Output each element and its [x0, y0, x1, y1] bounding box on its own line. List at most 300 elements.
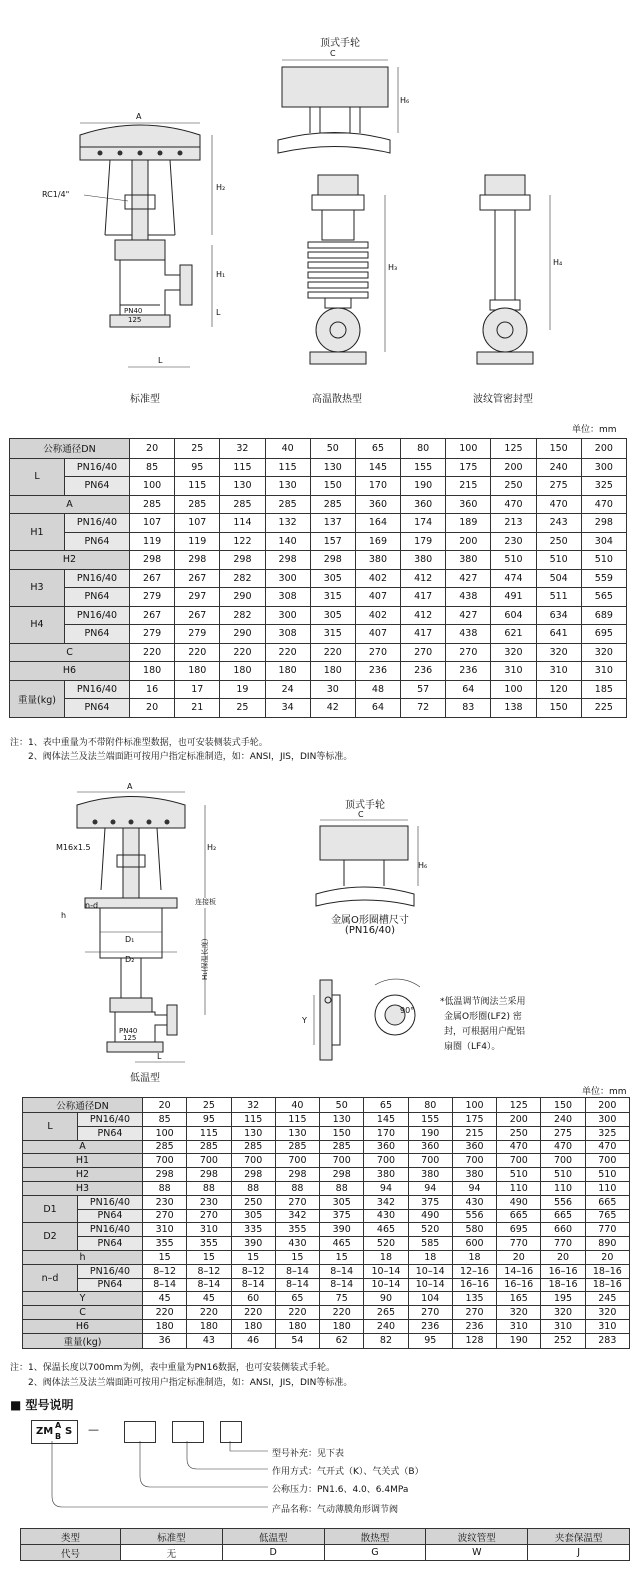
table-cell: 94 — [452, 1181, 496, 1195]
table-cell: 48 — [355, 680, 400, 699]
row-subname: PN64 — [65, 699, 130, 718]
table-cell: 115 — [187, 1126, 231, 1140]
table-cell: 310 — [581, 662, 626, 681]
table-cell: 375 — [320, 1209, 364, 1223]
table-cell: 700 — [231, 1154, 275, 1168]
table-cell: 220 — [220, 643, 265, 662]
table-row — [10, 588, 627, 607]
table-row — [23, 1113, 630, 1127]
code-slot-2 — [172, 1421, 204, 1443]
table-cell: 285 — [220, 495, 265, 514]
table-cell: 114 — [220, 514, 265, 533]
table-cell: 282 — [220, 606, 265, 625]
header-dn: 100 — [452, 1098, 496, 1113]
table-cell: 665 — [541, 1209, 585, 1223]
type-c-2: D — [222, 1545, 324, 1561]
table-row — [10, 569, 627, 588]
table-cell: 175 — [452, 1113, 496, 1127]
table-cell: 215 — [452, 1126, 496, 1140]
table-cell: 504 — [536, 569, 581, 588]
table-row — [10, 680, 627, 699]
table-cell: 138 — [491, 699, 536, 718]
table-cell: 18–16 — [585, 1264, 629, 1278]
table-cell: 18–16 — [585, 1278, 629, 1292]
header-dn: 200 — [585, 1098, 629, 1113]
table-cell: 297 — [175, 588, 220, 607]
table-cell: 220 — [130, 643, 175, 662]
header-dn: 40 — [275, 1098, 319, 1113]
note-2-1: 注：1、保温长度以700mm为例，表中重量为PN16数据，也可安装侧装式手轮。 — [10, 1363, 336, 1373]
table-cell: 438 — [446, 588, 491, 607]
side-note-4: 扇圈（LF4）。 — [444, 1042, 501, 1052]
table-cell: 157 — [310, 532, 355, 551]
row-name: H1 — [23, 1154, 143, 1168]
table-cell: 230 — [187, 1195, 231, 1209]
table-cell: 360 — [446, 495, 491, 514]
table-cell: 890 — [585, 1237, 629, 1251]
table-cell: 700 — [320, 1154, 364, 1168]
caption-low-temp: 低温型 — [130, 1073, 160, 1084]
type-h-2: 低温型 — [222, 1529, 324, 1545]
table-cell: 320 — [581, 643, 626, 662]
table-cell: 510 — [541, 1168, 585, 1182]
table-cell: 8–14 — [187, 1278, 231, 1292]
row-name: L — [23, 1113, 78, 1141]
table-cell: 695 — [581, 625, 626, 644]
table-cell: 15 — [143, 1250, 187, 1264]
table-cell: 585 — [408, 1237, 452, 1251]
row-name: A — [23, 1140, 143, 1154]
table-cell: 310 — [497, 1319, 541, 1333]
row-name: A — [10, 495, 130, 514]
row-subname: PN64 — [65, 588, 130, 607]
table-row — [23, 1292, 630, 1306]
table-cell: 600 — [452, 1237, 496, 1251]
table-cell: 310 — [491, 662, 536, 681]
table-cell: 665 — [585, 1195, 629, 1209]
table-cell: 417 — [401, 588, 446, 607]
side-note-2: 金属O形圈(LF2) 密 — [444, 1012, 522, 1022]
dim-h2-2: H₂ — [207, 843, 217, 852]
table-row — [10, 551, 627, 570]
table-cell: 380 — [355, 551, 400, 570]
table-cell: 310 — [187, 1223, 231, 1237]
type-h-3: 散热型 — [324, 1529, 426, 1545]
table-cell: 700 — [275, 1154, 319, 1168]
code-slot-3 — [220, 1421, 242, 1443]
table-cell: 634 — [536, 606, 581, 625]
table-row — [23, 1126, 630, 1140]
table-cell: 150 — [536, 699, 581, 718]
table-cell: 236 — [401, 662, 446, 681]
table-cell: 700 — [364, 1154, 408, 1168]
table-cell: 30 — [310, 680, 355, 699]
table-cell: 180 — [220, 662, 265, 681]
table-cell: 220 — [143, 1306, 187, 1320]
table-cell: 155 — [408, 1113, 452, 1127]
table-cell: 510 — [536, 551, 581, 570]
table-cell: 298 — [310, 551, 355, 570]
table-cell: 115 — [220, 458, 265, 477]
table-cell: 315 — [310, 588, 355, 607]
caption-bellows: 波纹管密封型 — [473, 394, 533, 405]
table-cell: 360 — [401, 495, 446, 514]
table-cell: 700 — [585, 1154, 629, 1168]
header-dn: 50 — [310, 439, 355, 459]
table-cell: 407 — [355, 625, 400, 644]
table-cell: 8–14 — [275, 1264, 319, 1278]
header-dn: 100 — [446, 439, 491, 459]
dim-l-v: L — [216, 308, 221, 317]
table-cell: 355 — [143, 1237, 187, 1251]
row-subname: PN16/40 — [65, 458, 130, 477]
dimension-table-2 — [22, 1097, 630, 1349]
table-cell: 407 — [355, 588, 400, 607]
header-dn: 40 — [265, 439, 310, 459]
table-cell: 14–16 — [497, 1264, 541, 1278]
type-h-4: 波纹管型 — [426, 1529, 528, 1545]
row-name: D2 — [23, 1223, 78, 1251]
table-cell: 267 — [175, 606, 220, 625]
table-cell: 465 — [364, 1223, 408, 1237]
table-row — [10, 458, 627, 477]
table-cell: 355 — [275, 1223, 319, 1237]
table-cell: 16–16 — [541, 1264, 585, 1278]
table-cell: 85 — [143, 1113, 187, 1127]
table-cell: 240 — [536, 458, 581, 477]
table-row — [23, 1168, 630, 1182]
table-cell: 200 — [497, 1113, 541, 1127]
table-cell: 298 — [320, 1168, 364, 1182]
table-cell: 270 — [452, 1306, 496, 1320]
table-cell: 360 — [408, 1140, 452, 1154]
table-cell: 298 — [275, 1168, 319, 1182]
table-cell: 16 — [130, 680, 175, 699]
header-dn: 25 — [175, 439, 220, 459]
dim-c-2: C — [358, 810, 364, 819]
table-cell: 240 — [364, 1319, 408, 1333]
table-cell: 130 — [231, 1126, 275, 1140]
table-cell: 110 — [585, 1181, 629, 1195]
table-cell: 45 — [187, 1292, 231, 1306]
table-cell: 230 — [143, 1195, 187, 1209]
table-cell: 279 — [130, 588, 175, 607]
row-name: L — [10, 458, 65, 495]
table-cell: 275 — [536, 477, 581, 496]
row-name: H3 — [10, 569, 65, 606]
table-cell: 200 — [491, 458, 536, 477]
table-cell: 290 — [220, 625, 265, 644]
table-cell: 265 — [364, 1306, 408, 1320]
table-cell: 155 — [401, 458, 446, 477]
table-cell: 310 — [541, 1319, 585, 1333]
table-cell: 700 — [187, 1154, 231, 1168]
table-row — [23, 1333, 630, 1348]
unit-label-1: 单位：mm — [572, 425, 617, 435]
caption-high-temp: 高温散热型 — [312, 394, 362, 405]
table-cell: 115 — [275, 1113, 319, 1127]
table-cell: 300 — [265, 569, 310, 588]
table-cell: 220 — [275, 1306, 319, 1320]
table-cell: 17 — [175, 680, 220, 699]
table-cell: 285 — [175, 495, 220, 514]
table-cell: 236 — [355, 662, 400, 681]
table-cell: 115 — [175, 477, 220, 496]
table-cell: 250 — [231, 1195, 275, 1209]
code-b: B — [55, 1432, 62, 1441]
note-1-1: 注：1、表中重量为不带附件标准型数据，也可安装侧装式手轮。 — [10, 738, 268, 748]
table-cell: 360 — [355, 495, 400, 514]
type-c-0: 代号 — [21, 1545, 121, 1561]
note-1-2: 2、阀体法兰及法兰端面距可按用户指定标准制造，如：ANSI，JIS，DIN等标准。 — [28, 752, 353, 762]
row-name: H6 — [10, 662, 130, 681]
dimension-table-1 — [9, 438, 627, 718]
table-cell: 64 — [446, 680, 491, 699]
row-name: 重量(kg) — [23, 1333, 143, 1348]
table-cell: 65 — [275, 1292, 319, 1306]
table-cell: 21 — [175, 699, 220, 718]
drawing-standard-valve — [40, 105, 240, 395]
table-cell: 88 — [143, 1181, 187, 1195]
table-cell: 360 — [452, 1140, 496, 1154]
table-cell: 342 — [275, 1209, 319, 1223]
table-cell: 304 — [581, 532, 626, 551]
dim-d1: D₁ — [125, 935, 135, 944]
table-cell: 285 — [275, 1140, 319, 1154]
code-a: A — [55, 1421, 62, 1430]
table-cell: 145 — [364, 1113, 408, 1127]
header-dn: 32 — [220, 439, 265, 459]
row-subname: PN64 — [65, 625, 130, 644]
table-cell: 320 — [497, 1306, 541, 1320]
table-cell: 402 — [355, 606, 400, 625]
table-row — [23, 1181, 630, 1195]
table-cell: 180 — [231, 1319, 275, 1333]
row-name: D1 — [23, 1195, 78, 1223]
oring-pn: (PN16/40) — [344, 925, 396, 936]
table-cell: 25 — [220, 699, 265, 718]
table-row — [10, 532, 627, 551]
header-label: 公称通径DN — [23, 1098, 143, 1113]
table-cell: 305 — [231, 1209, 275, 1223]
table-cell: 94 — [408, 1181, 452, 1195]
table-cell: 220 — [187, 1306, 231, 1320]
table-cell: 465 — [320, 1237, 364, 1251]
type-c-4: W — [426, 1545, 528, 1561]
table-cell: 130 — [265, 477, 310, 496]
table-cell: 88 — [231, 1181, 275, 1195]
table-cell: 18 — [408, 1250, 452, 1264]
table-cell: 700 — [408, 1154, 452, 1168]
table-cell: 510 — [491, 551, 536, 570]
dim-h6-2: H₆ — [418, 861, 428, 870]
table-cell: 282 — [220, 569, 265, 588]
row-name: H2 — [23, 1168, 143, 1182]
table-cell: 290 — [220, 588, 265, 607]
row-name: h — [23, 1250, 143, 1264]
table-cell: 695 — [497, 1223, 541, 1237]
table-cell: 380 — [401, 551, 446, 570]
table-cell: 240 — [541, 1113, 585, 1127]
model-label-1: 型号补充：见下表 — [272, 1449, 345, 1459]
table-cell: 380 — [408, 1168, 452, 1182]
table-cell: 700 — [452, 1154, 496, 1168]
table-cell: 298 — [581, 514, 626, 533]
table-cell: 170 — [355, 477, 400, 496]
row-name: H1 — [10, 514, 65, 551]
table-cell: 252 — [541, 1333, 585, 1348]
table-cell: 164 — [355, 514, 400, 533]
dim-l-h: L — [158, 356, 163, 365]
table-cell: 88 — [320, 1181, 364, 1195]
table-cell: 20 — [497, 1250, 541, 1264]
table-cell: 556 — [452, 1209, 496, 1223]
table-cell: 16–16 — [452, 1278, 496, 1292]
table-cell: 490 — [497, 1195, 541, 1209]
table-cell: 270 — [355, 643, 400, 662]
table-row — [23, 1264, 630, 1278]
label-conn-plate: 连接板 — [195, 898, 216, 906]
table-cell: 220 — [310, 643, 355, 662]
table-cell: 510 — [497, 1168, 541, 1182]
table-cell: 390 — [320, 1223, 364, 1237]
model-title: ■ 型号说明 — [10, 1398, 74, 1412]
table-cell: 46 — [231, 1333, 275, 1348]
table-cell: 8–12 — [231, 1264, 275, 1278]
dim-l-2: L — [157, 1052, 162, 1061]
table-cell: 24 — [265, 680, 310, 699]
header-dn: 65 — [364, 1098, 408, 1113]
table-cell: 390 — [231, 1237, 275, 1251]
row-name: H3 — [23, 1181, 143, 1195]
table-cell: 115 — [231, 1113, 275, 1127]
table-cell: 220 — [175, 643, 220, 662]
table-cell: 19 — [220, 680, 265, 699]
table-cell: 179 — [401, 532, 446, 551]
table-cell: 180 — [275, 1319, 319, 1333]
row-name: n–d — [23, 1264, 78, 1292]
table-cell: 64 — [355, 699, 400, 718]
row-name: H6 — [23, 1319, 143, 1333]
table-cell: 169 — [355, 532, 400, 551]
table-cell: 130 — [320, 1113, 364, 1127]
table-cell: 8–14 — [231, 1278, 275, 1292]
table-cell: 470 — [585, 1140, 629, 1154]
table-cell: 54 — [275, 1333, 319, 1348]
table-cell: 270 — [401, 643, 446, 662]
row-subname: PN64 — [65, 477, 130, 496]
table-cell: 135 — [452, 1292, 496, 1306]
table-cell: 621 — [491, 625, 536, 644]
header-dn: 150 — [541, 1098, 585, 1113]
table-cell: 190 — [497, 1333, 541, 1348]
table-cell: 270 — [275, 1195, 319, 1209]
table-cell: 298 — [231, 1168, 275, 1182]
model-label-3: 公称压力：PN1.6、4.0、6.4MPa — [272, 1485, 409, 1495]
table-cell: 320 — [541, 1306, 585, 1320]
table-cell: 250 — [536, 532, 581, 551]
table-cell: 95 — [175, 458, 220, 477]
table-cell: 42 — [310, 699, 355, 718]
table-cell: 283 — [585, 1333, 629, 1348]
dim-h1: H₁ — [216, 270, 226, 279]
table-row — [23, 1306, 630, 1320]
table-cell: 285 — [187, 1140, 231, 1154]
table-cell: 10–14 — [408, 1278, 452, 1292]
table-cell: 175 — [446, 458, 491, 477]
table-cell: 88 — [275, 1181, 319, 1195]
row-subname: PN64 — [78, 1278, 143, 1292]
row-subname: PN16/40 — [78, 1195, 143, 1209]
row-subname: PN16/40 — [78, 1264, 143, 1278]
table-cell: 85 — [130, 458, 175, 477]
dim-d2: D₂ — [125, 955, 135, 964]
table-cell: 145 — [355, 458, 400, 477]
table-cell: 180 — [130, 662, 175, 681]
table-cell: 82 — [364, 1333, 408, 1348]
table-cell: 236 — [446, 662, 491, 681]
table-cell: 430 — [275, 1237, 319, 1251]
table-cell: 305 — [320, 1195, 364, 1209]
table-cell: 225 — [581, 699, 626, 718]
table-cell: 770 — [497, 1237, 541, 1251]
table-cell: 380 — [364, 1168, 408, 1182]
table-row — [23, 1209, 630, 1223]
header-label: 公称通径DN — [10, 439, 130, 459]
table-cell: 189 — [446, 514, 491, 533]
table-row — [10, 699, 627, 718]
table-row — [23, 1223, 630, 1237]
caption-top-handwheel-2: 顶式手轮 — [345, 800, 385, 811]
row-name: H2 — [10, 551, 130, 570]
table-cell: 15 — [187, 1250, 231, 1264]
table-cell: 250 — [491, 477, 536, 496]
row-name: C — [23, 1306, 143, 1320]
table-cell: 320 — [585, 1306, 629, 1320]
row-subname: PN16/40 — [78, 1223, 143, 1237]
table-cell: 470 — [541, 1140, 585, 1154]
table-cell: 132 — [265, 514, 310, 533]
model-leader-lines — [30, 1441, 280, 1521]
table-cell: 100 — [130, 477, 175, 496]
drawing-handwheel-2 — [310, 808, 430, 913]
table-row — [23, 1140, 630, 1154]
label-125: 125 — [128, 316, 142, 324]
table-row — [23, 1278, 630, 1292]
table-cell: 470 — [497, 1140, 541, 1154]
table-cell: 250 — [497, 1126, 541, 1140]
table-row — [10, 495, 627, 514]
table-cell: 559 — [581, 569, 626, 588]
type-code-row — [21, 1545, 630, 1561]
table-cell: 270 — [143, 1209, 187, 1223]
table-cell: 140 — [265, 532, 310, 551]
table-cell: 556 — [541, 1195, 585, 1209]
row-name: 重量(kg) — [10, 680, 65, 717]
table-cell: 438 — [446, 625, 491, 644]
dim-h6-1: H₆ — [400, 96, 410, 105]
table-cell: 104 — [408, 1292, 452, 1306]
table-cell: 94 — [364, 1181, 408, 1195]
table-cell: 325 — [581, 477, 626, 496]
code-slot-1 — [124, 1421, 156, 1443]
type-c-5: J — [528, 1545, 630, 1561]
table-row — [23, 1237, 630, 1251]
header-dn: 25 — [187, 1098, 231, 1113]
table-cell: 110 — [541, 1181, 585, 1195]
table-row — [10, 625, 627, 644]
table-cell: 75 — [320, 1292, 364, 1306]
